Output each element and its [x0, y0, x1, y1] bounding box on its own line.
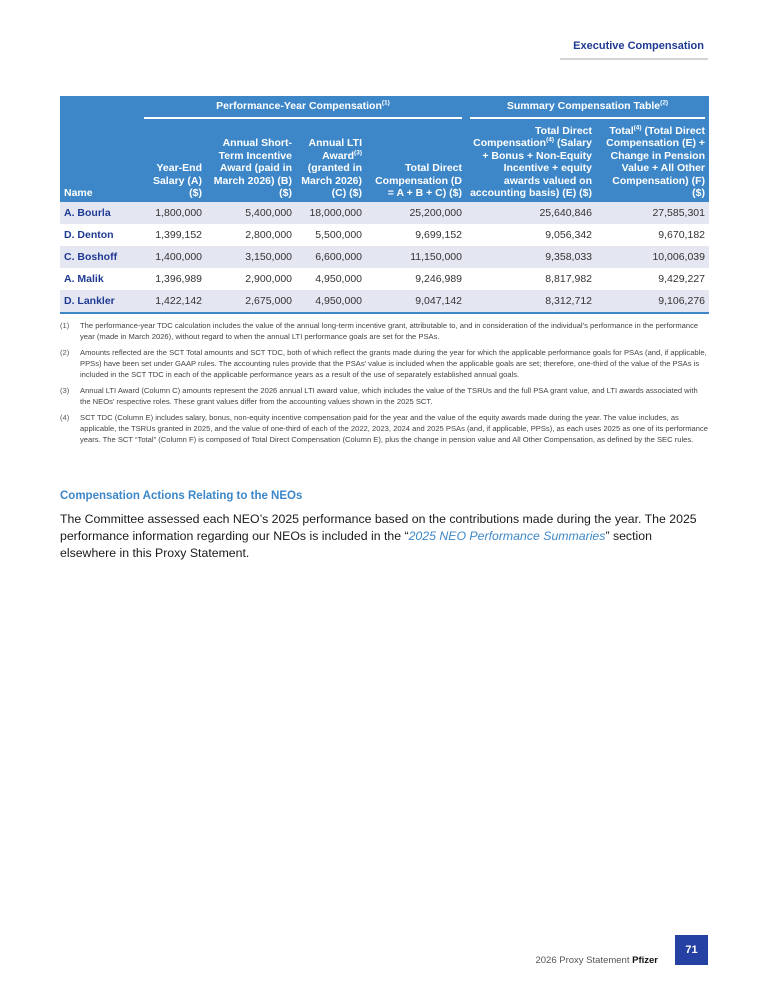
footer-company: Pfizer [632, 955, 658, 966]
page-number: 71 [675, 935, 708, 965]
footnote-number: (4) [60, 413, 70, 422]
page-footer [535, 955, 658, 966]
section-header-divider [560, 58, 708, 60]
cell-salary: 1,800,000 [140, 202, 206, 224]
cell-tdc: 9,699,152 [366, 224, 466, 246]
column-header-tdc: Total Direct Compensation (D = A + B + C) ($) [366, 119, 466, 202]
cell-salary: 1,400,000 [140, 246, 206, 268]
column-header-sct-tdc: Total Direct Compensation$^{(4)}$ (Salary + Bonus + Non-Equity Incentive + equity awards valued on accounting basis) (E) ($) [466, 119, 596, 202]
footnote-number: (2) [60, 348, 70, 357]
table-row [60, 246, 709, 268]
row-name: D. Denton [60, 224, 140, 246]
section-heading: Compensation Actions Relating to the NEOs [60, 490, 303, 502]
footnote [60, 320, 710, 342]
cell-sti: 5,400,000 [206, 202, 296, 224]
footnote [60, 385, 710, 407]
table-row [60, 290, 709, 313]
row-name: C. Boshoff [60, 246, 140, 268]
column-header-lti: Annual LTI Award$^{(3)}$ (granted in March 2026) (C) ($) [296, 119, 366, 202]
footnote-text: SCT TDC (Column E) includes salary, bonus, non-equity incentive compensation paid for the year and the value of the equity awards made during the year. The value includes, as applicable, the TSRUs granted in 2025, and the value of one-third of each of the 2022, 2023, 2024 and 2025 PSAs (and, if applicable, PPSs), as each uses 2025 as one of its performance years. The SCT “Total” (Column F) is composed of Total Direct Compensation (Column E), plus the change in pension value and All Other Compensation, as defined by the SEC rules. [80, 413, 709, 444]
section-body [60, 511, 710, 562]
body-text-start: The Committee assessed each NEO’s 2025 performance based on the contributions made during the year. The 2025 performance information regarding our NEOs is included in the “ [60, 512, 697, 543]
row-name: A. Malik [60, 268, 140, 290]
cell-sct-total: 9,670,182 [596, 224, 709, 246]
cell-sti: 2,900,000 [206, 268, 296, 290]
group-header-row [60, 96, 709, 119]
column-header-sti: Annual Short-Term Incentive Award (paid in March 2026) (B) ($) [206, 119, 296, 202]
cell-sct-tdc: 9,056,342 [466, 224, 596, 246]
section-header-title: Executive Compensation [573, 40, 704, 52]
group-header-sct: Summary Compensation Table$^{(2)}$ [466, 96, 709, 119]
footer-doc-title: 2026 Proxy Statement [535, 955, 630, 966]
footnote-text: Amounts reflected are the SCT Total amounts and SCT TDC, both of which reflect the grants made during the year for which the applicable performance goals for PSAs (and, if applicable, PPSs) have been set under GAAP rules. The accounting rules provide that the PSAs’ value is included when the applicable goals are set; therefore, one-third of the value of the PSAs is included in the SCT TDC in each of the applicable performance years as a result of the use of separately established annual goals. [80, 348, 707, 379]
table-row [60, 224, 709, 246]
cell-lti: 5,500,000 [296, 224, 366, 246]
cell-sti: 3,150,000 [206, 246, 296, 268]
cell-salary: 1,422,142 [140, 290, 206, 313]
footnote [60, 412, 710, 445]
cell-sct-total: 9,429,227 [596, 268, 709, 290]
cell-salary: 1,399,152 [140, 224, 206, 246]
cell-lti: 4,950,000 [296, 268, 366, 290]
group-header-performance-year: Performance-Year Compensation$^{(1)}$ [140, 96, 466, 119]
cell-lti: 6,600,000 [296, 246, 366, 268]
cell-tdc: 9,246,989 [366, 268, 466, 290]
body-text-end: ” section elsewhere in this Proxy Statement. [60, 529, 652, 560]
cell-tdc: 25,200,000 [366, 202, 466, 224]
cell-lti: 18,000,000 [296, 202, 366, 224]
column-header-row [60, 119, 709, 202]
compensation-table [60, 96, 709, 314]
footnote-number: (1) [60, 321, 70, 330]
group-header-blank [60, 96, 140, 119]
row-name: A. Bourla [60, 202, 140, 224]
cell-sct-total: 27,585,301 [596, 202, 709, 224]
footnote-text: The performance-year TDC calculation includes the value of the annual long-term incentive grant, attributable to, and in consideration of the individual’s performance in the performance year (made in March 2026), without regard to when the annual LTI performance goals are set for the PSAs. [80, 321, 699, 341]
column-header-name: Name [60, 119, 140, 202]
cell-tdc: 11,150,000 [366, 246, 466, 268]
row-name: D. Lankler [60, 290, 140, 313]
cell-sti: 2,675,000 [206, 290, 296, 313]
performance-summaries-link[interactable]: 2025 NEO Performance Summaries [408, 529, 606, 543]
cell-sct-tdc: 8,817,982 [466, 268, 596, 290]
footnotes [60, 320, 710, 450]
column-header-salary: Year-End Salary (A) ($) [140, 119, 206, 202]
column-header-sct-total: Total$^{(4)}$ (Total Direct Compensation (E) + Change in Pension Value + All Other Compensation) (F) ($) [596, 119, 709, 202]
cell-salary: 1,396,989 [140, 268, 206, 290]
table-row [60, 268, 709, 290]
cell-sti: 2,800,000 [206, 224, 296, 246]
cell-sct-tdc: 9,358,033 [466, 246, 596, 268]
cell-sct-tdc: 8,312,712 [466, 290, 596, 313]
footnote [60, 347, 710, 380]
cell-lti: 4,950,000 [296, 290, 366, 313]
footnote-number: (3) [60, 386, 70, 395]
cell-sct-total: 10,006,039 [596, 246, 709, 268]
table-row [60, 202, 709, 224]
cell-sct-tdc: 25,640,846 [466, 202, 596, 224]
footnote-text: Annual LTI Award (Column C) amounts represent the 2026 annual LTI award value, which includes the value of the TSRUs and the full PSA grant value, and LTI awards associated with the NEOs’ respective roles. These grant values differ from the accounting values shown in the 2025 SCT. [80, 386, 698, 406]
cell-tdc: 9,047,142 [366, 290, 466, 313]
cell-sct-total: 9,106,276 [596, 290, 709, 313]
